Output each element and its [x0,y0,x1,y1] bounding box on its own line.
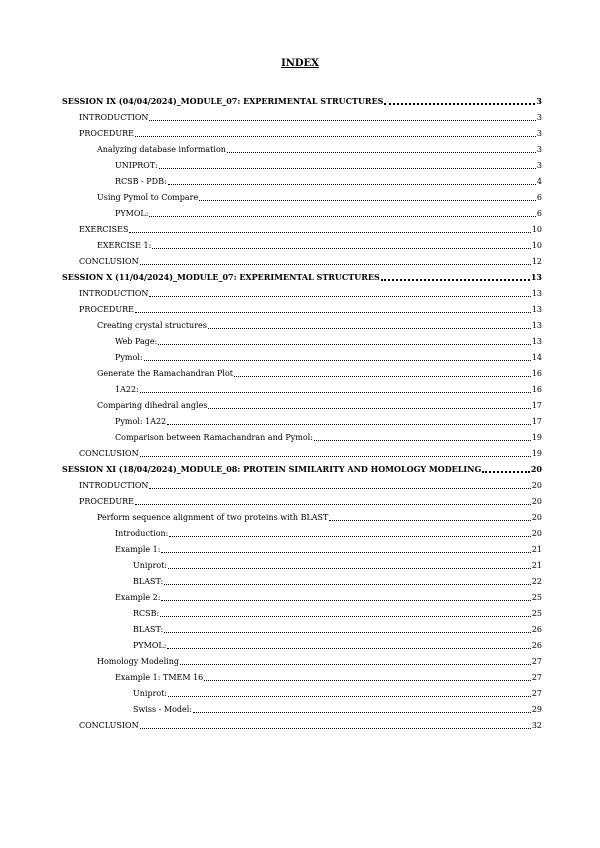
dot-leader [314,431,531,441]
dot-leader [227,143,536,153]
toc-page-number: 17 [531,401,542,410]
toc-entry-text: SESSION X (11/04/2024)_MODULE_07: EXPERIMENTAL STRUCTURES [62,272,380,282]
toc-page-number: 13 [530,272,542,282]
dot-leader [149,287,530,297]
toc-page-number: 27 [531,657,542,666]
toc-page-number: 32 [531,721,542,730]
toc-page-number: 13 [531,305,542,314]
toc-page-number: 13 [531,321,542,330]
dot-leader [168,559,531,569]
dot-leader [168,175,536,185]
dot-leader [149,479,530,489]
toc-entry-text: SESSION IX (04/04/2024)_MODULE_07: EXPERIMENTAL STRUCTURES [62,96,384,106]
toc-entry-text: Example 1: TMEM 16 [115,673,204,682]
toc-entry-text: INTRODUCTION [79,481,149,490]
dot-leader [204,671,531,681]
toc-page-number: 14 [531,353,542,362]
toc-entry-text: Uniprot: [133,561,168,570]
toc-entry-text: Web Page: [115,337,158,346]
toc-entry[interactable] [62,107,542,123]
toc-entry[interactable] [62,139,542,155]
dot-leader [208,399,530,409]
toc-page-number: 22 [531,577,542,586]
index-title: INDEX [281,58,319,69]
toc-entry-text: PYMOL: [133,641,167,650]
toc-page-number: 27 [531,673,542,682]
toc-page-number: 17 [531,417,542,426]
toc-entry[interactable] [62,507,542,523]
toc-entry[interactable] [62,635,542,651]
dot-leader [135,495,531,505]
dot-leader [144,351,531,361]
toc-entry-session-xi[interactable] [62,459,542,475]
dot-leader [135,303,531,313]
toc-entry[interactable] [62,315,542,331]
dot-leader [193,703,531,713]
toc-entry-text: PROCEDURE [79,129,134,138]
toc-entry-text: CONCLUSION [79,449,139,458]
toc-entry-text: PROCEDURE [79,305,134,314]
toc-entry[interactable] [62,347,542,363]
toc-entry[interactable] [62,555,542,571]
toc-page-number: 21 [531,561,542,570]
dot-leader [180,655,531,665]
toc-entry-text: INTRODUCTION [79,113,149,122]
toc-page-number: 3 [536,161,542,170]
toc-page-number: 27 [531,689,542,698]
dot-leader [140,447,531,457]
toc-entry[interactable] [62,443,542,459]
dot-leader [160,607,531,617]
toc-entry-text: PYMOL: [115,209,149,218]
toc-page-number: 20 [531,497,542,506]
toc-entry-text: Analyzing database information [97,145,226,154]
toc-entry[interactable] [62,219,542,235]
toc-page-number: 6 [536,193,542,202]
dot-leader [169,527,530,537]
toc-entry-text: Pymol: 1A22 [115,417,167,426]
toc-entry-text: BLAST: [133,625,164,634]
toc-entry-text: Uniprot: [133,689,168,698]
toc-entry-text: Example 2: [115,593,161,602]
toc-entry[interactable] [62,411,542,427]
toc-entry-text: INTRODUCTION [79,289,149,298]
dot-leader [199,191,536,201]
toc-entry[interactable] [62,683,542,699]
toc-entry[interactable] [62,523,542,539]
toc-entry[interactable] [62,619,542,635]
toc-entry-text: Perform sequence alignment of two proteins with BLAST [97,513,329,522]
toc-entry[interactable] [62,587,542,603]
toc-entry-text: EXERCISES [79,225,129,234]
toc-entry-text: SESSION XI (18/04/2024)_MODULE_08: PROTEIN SIMILARITY AND HOMOLOGY MODELING [62,464,482,474]
dot-leader [167,415,531,425]
toc-entry-text: Comparison between Ramachandran and Pymol: [115,433,313,442]
toc-entry[interactable] [62,603,542,619]
toc-entry[interactable] [62,171,542,187]
toc-entry[interactable] [62,491,542,507]
toc-entry-text: BLAST: [133,577,164,586]
dot-leader [152,239,530,249]
dot-leader [168,687,531,697]
dot-leader [161,543,530,553]
toc-page-number: 4 [536,177,542,186]
toc-entry[interactable] [62,571,542,587]
toc-page-number: 13 [531,289,542,298]
toc-entry-session-ix[interactable] [62,91,542,107]
toc-page-number: 20 [530,464,542,474]
toc-entry-text: RCSB - PDB: [115,177,167,186]
toc-entry[interactable] [62,427,542,443]
toc-page-number: 21 [531,545,542,554]
dot-leader [140,383,531,393]
dot-leader [234,367,531,377]
toc-page-number: 20 [531,481,542,490]
toc-page-number: 3 [536,113,542,122]
toc-entry[interactable] [62,715,542,731]
dot-leader [482,462,530,473]
toc-entry-text: Generate the Ramachandran Plot [97,369,234,378]
toc-entry[interactable] [62,363,542,379]
toc-page-number: 6 [536,209,542,218]
toc-entry-text: UNIPROT: [115,161,158,170]
toc-page-number: 20 [531,529,542,538]
toc-entry[interactable] [62,251,542,267]
dot-leader [381,270,530,281]
toc-page-number: 20 [531,513,542,522]
toc-entry[interactable] [62,699,542,715]
toc-page-number: 29 [531,705,542,714]
toc-page-number: 19 [531,433,542,442]
toc-entry[interactable] [62,651,542,667]
toc-page-number: 13 [531,337,542,346]
toc-entry[interactable] [62,155,542,171]
toc-entry-text: Example 1: [115,545,161,554]
dot-leader [149,111,535,121]
dot-leader [129,223,530,233]
toc-entry-text: Swiss - Model: [133,705,193,714]
toc-entry-text: EXERCISE 1: [97,241,152,250]
toc-entry[interactable] [62,187,542,203]
toc-entry[interactable] [62,123,542,139]
toc-page-number: 10 [531,225,542,234]
toc-page-number: 16 [531,369,542,378]
toc-entry-text: 1A22: [115,385,139,394]
toc-entry[interactable] [62,539,542,555]
dot-leader [140,255,531,265]
toc-entry[interactable] [62,667,542,683]
toc-entry[interactable] [62,395,542,411]
toc-entry-text: Introduction: [115,529,169,538]
toc-entry[interactable] [62,299,542,315]
toc-page-number: 16 [531,385,542,394]
toc-entry[interactable] [62,235,542,251]
toc-entry-text: Pymol: [115,353,143,362]
toc-page-number: 19 [531,449,542,458]
toc-entry-text: PROCEDURE [79,497,134,506]
dot-leader [158,335,531,345]
toc-page-number: 26 [531,641,542,650]
toc-entry-text: Comparing dihedral angles [97,401,208,410]
dot-leader [149,207,535,217]
toc-entry-text: Creating crystal structures [97,321,207,330]
dot-leader [384,94,535,105]
toc-page-number: 3 [536,145,542,154]
toc-page-number: 25 [531,593,542,602]
toc-page-number: 10 [531,241,542,250]
dot-leader [140,719,531,729]
dot-leader [164,575,531,585]
dot-leader [167,639,530,649]
toc-entry[interactable] [62,203,542,219]
dot-leader [208,319,531,329]
toc-entry-text: Homology Modeling [97,657,180,666]
toc-entry-text: CONCLUSION [79,257,139,266]
table-of-contents [62,91,542,731]
toc-page-number: 3 [536,96,542,106]
toc-page-number: 26 [531,625,542,634]
dot-leader [161,591,530,601]
dot-leader [164,623,531,633]
toc-page-number: 3 [536,129,542,138]
toc-page-number: 25 [531,609,542,618]
dot-leader [159,159,536,169]
toc-entry[interactable] [62,283,542,299]
toc-entry-session-x[interactable] [62,267,542,283]
toc-entry[interactable] [62,475,542,491]
toc-page-number: 12 [531,257,542,266]
dot-leader [135,127,536,137]
toc-entry-text: CONCLUSION [79,721,139,730]
toc-entry-text: Using Pymol to Compare [97,193,199,202]
dot-leader [329,511,530,521]
toc-entry[interactable] [62,331,542,347]
toc-entry[interactable] [62,379,542,395]
toc-entry-text: RCSB: [133,609,160,618]
